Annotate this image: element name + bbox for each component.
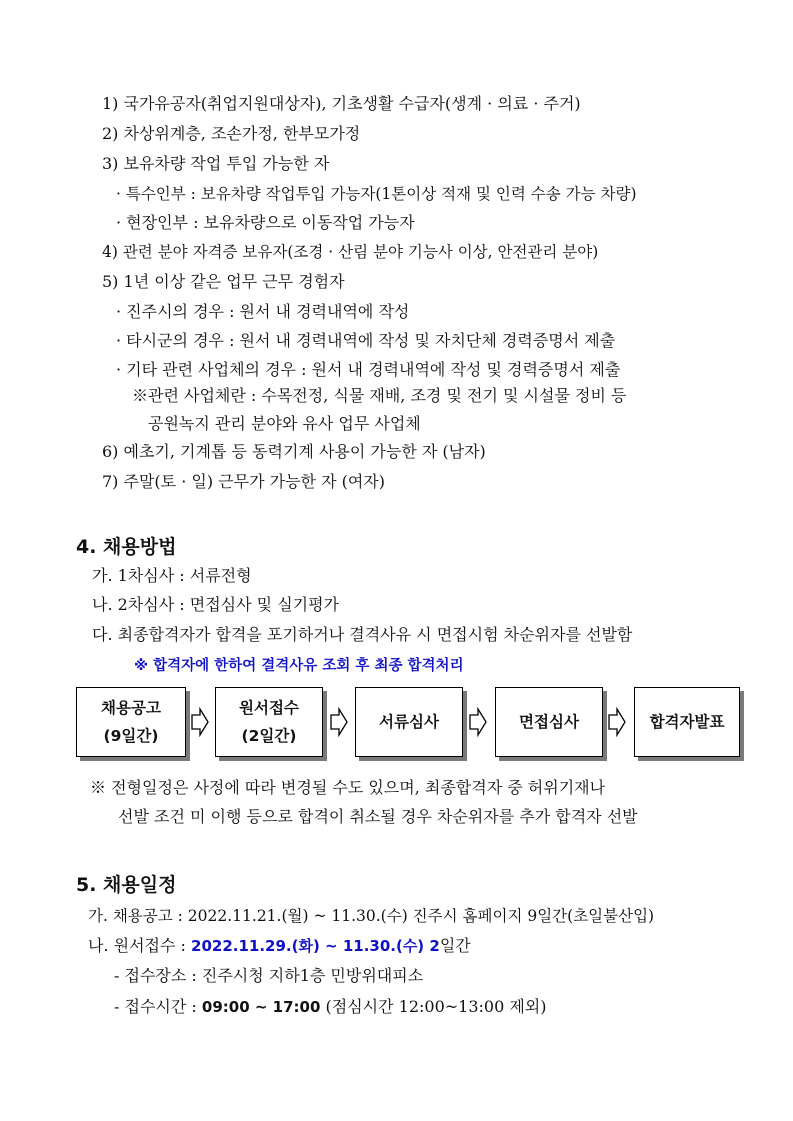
qualification-subitem: · 기타 관련 사업체의 경우 : 원서 내 경력내역에 작성 및 경력증명서 제출 <box>116 360 621 379</box>
flow-step-application <box>215 687 323 757</box>
flow-step-duration: (9일간) <box>103 727 159 745</box>
notice-text: ※ 합격자에 한하여 결격사유 조회 후 최종 합격처리 <box>134 658 464 674</box>
schedule-application-date: 2022.11.29.(화) ~ 11.30.(수) 2 <box>191 937 440 955</box>
qualification-subitem: · 특수인부 : 보유차량 작업투입 가능자(1톤이상 적재 및 인력 수송 가능 차량) <box>116 185 637 203</box>
schedule-application-label: 나. 원서접수 : <box>88 936 192 955</box>
qualification-note: 공원녹지 관리 분야와 유사 업무 사업체 <box>148 414 421 433</box>
schedule-hours-note: (점심시간 12:00~13:00 제외) <box>320 997 547 1016</box>
footnote-text: ※ 전형일정은 사정에 따라 변경될 수도 있으며, 최종합격자 중 허위기재나 <box>90 778 606 797</box>
section-title-hiring-schedule: 5. 채용일정 <box>76 874 177 896</box>
flow-step-label: 원서접수 <box>239 699 299 717</box>
qualification-item: 3) 보유차량 작업 투입 가능한 자 <box>102 154 330 173</box>
schedule-application-duration: 일간 <box>439 936 471 955</box>
method-item: 가. 1차심사 : 서류전형 <box>92 566 252 585</box>
schedule-application <box>88 936 471 956</box>
section-title-hiring-method: 4. 채용방법 <box>76 536 177 558</box>
qualification-item: 4) 관련 분야 자격증 보유자(조경 · 산림 분야 기능사 이상, 안전관리 분야) <box>102 243 599 261</box>
schedule-hours <box>114 997 547 1017</box>
arrow-right-icon <box>607 707 627 737</box>
qualification-note: ※관련 사업체란 : 수목전정, 식물 재배, 조경 및 전기 및 시설물 정비 등 <box>132 386 627 405</box>
qualification-subitem: · 현장인부 : 보유차량으로 이동작업 가능자 <box>116 213 415 232</box>
qualification-subitem: · 진주시의 경우 : 원서 내 경력내역에 작성 <box>116 302 410 321</box>
qualification-item: 6) 예초기, 기계톱 등 동력기계 사용이 가능한 자 (남자) <box>102 442 486 461</box>
qualification-item: 1) 국가유공자(취업지원대상자), 기초생활 수급자(생계 · 의료 · 주거) <box>102 94 581 113</box>
schedule-hours-label: - 접수시간 : <box>114 997 202 1016</box>
qualification-item: 7) 주말(토 · 일) 근무가 가능한 자 (여자) <box>102 472 386 491</box>
flow-step-duration: (2일간) <box>241 727 297 745</box>
method-item: 나. 2차심사 : 면접심사 및 실기평가 <box>92 595 340 614</box>
schedule-announcement: 가. 채용공고 : 2022.11.21.(월) ~ 11.30.(수) 진주시 홈페이지 9일간(초일불산입) <box>88 907 655 925</box>
arrow-right-icon <box>329 707 349 737</box>
qualification-item: 2) 차상위계층, 조손가정, 한부모가정 <box>102 124 361 143</box>
arrow-right-icon <box>190 707 210 737</box>
flow-step-label: 채용공고 <box>101 699 161 717</box>
flow-step-document-review <box>355 687 463 757</box>
flow-step-announcement-result <box>634 687 740 757</box>
flow-step-label: 서류심사 <box>379 713 439 731</box>
flow-step-interview <box>495 687 603 757</box>
flow-step-label: 면접심사 <box>519 713 579 731</box>
arrow-right-icon <box>468 707 488 737</box>
qualification-subitem: · 타시군의 경우 : 원서 내 경력내역에 작성 및 자치단체 경력증명서 제출 <box>116 331 616 350</box>
schedule-hours-time: 09:00 ~ 17:00 <box>201 998 321 1016</box>
flow-step-label: 합격자발표 <box>649 713 725 731</box>
schedule-location: - 접수장소 : 진주시청 지하1층 민방위대피소 <box>114 966 424 985</box>
footnote-text: 선발 조건 미 이행 등으로 합격이 취소될 경우 차순위자를 추가 합격자 선발 <box>118 807 638 826</box>
qualification-item: 5) 1년 이상 같은 업무 근무 경험자 <box>102 272 345 291</box>
method-item: 다. 최종합격자가 합격을 포기하거나 결격사유 시 면접시험 차순위자를 선발함 <box>92 625 633 644</box>
flow-step-announcement <box>76 687 186 757</box>
